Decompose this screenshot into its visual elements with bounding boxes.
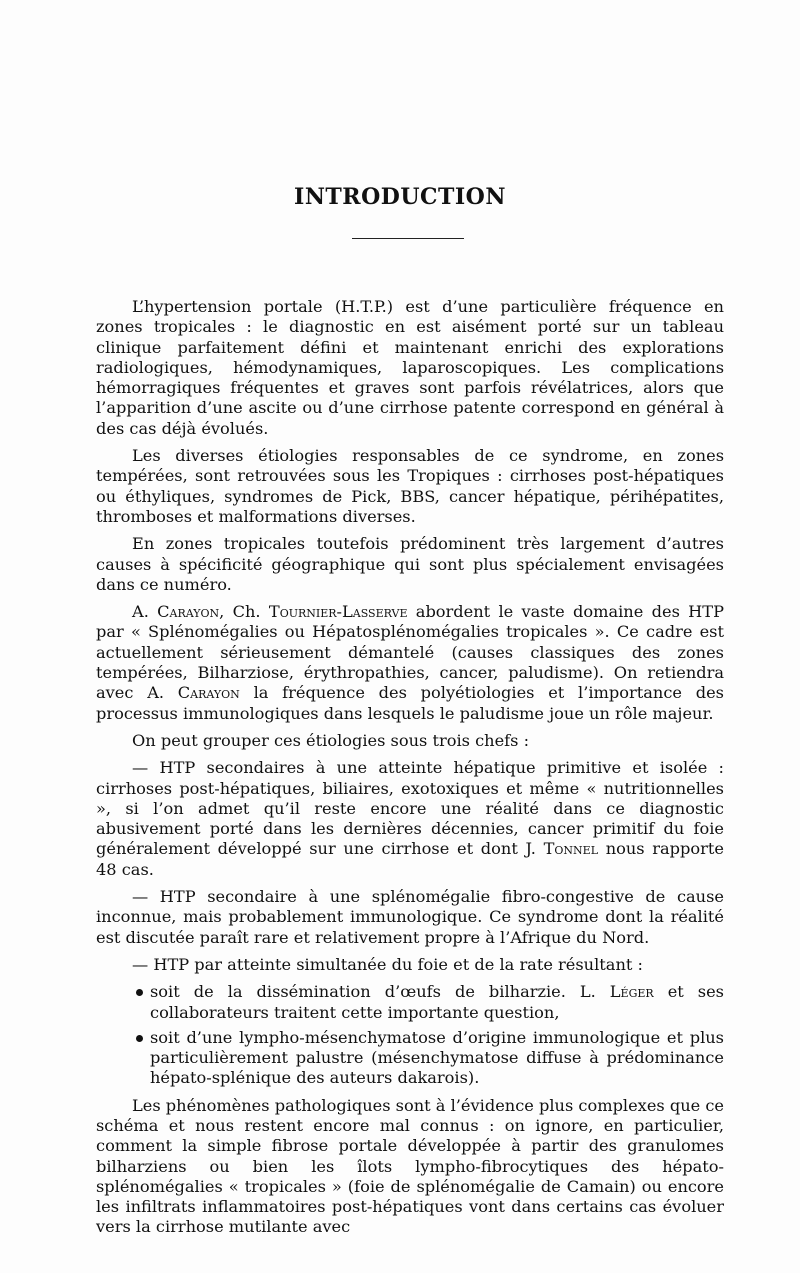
author-carayon: Carayon bbox=[157, 602, 220, 622]
page-title: INTRODUCTION bbox=[294, 184, 506, 210]
dash-item-2: — HTP secondaire à une splénomégalie fibro-congestive de cause inconnue, mais probablement immunologique. Ce syndrome dont la réalité est discutée paraît rare et relativement propre à l’Afrique du Nord. bbox=[96, 887, 724, 947]
bullet-item-1-text-b: et ses collaborateurs traitent cette importante question, bbox=[150, 982, 724, 1022]
bullet-list bbox=[96, 982, 724, 1088]
paragraph-6: Les phénomènes pathologiques sont à l’évidence plus complexes que ce schéma et nous restent encore mal connus : on ignore, en particulier, comment la simple fibrose portale développée à partir des granulomes bilharziens ou bien les îlots lympho-fibrocytiques des hépato-splénomégalies « tropicales » (foie de splénomégalie de Camain) ou encore les infiltrats inflammatoires post-hépatiques vont dans certains cas évoluer vers la cirrhose mutilante avec bbox=[96, 1095, 725, 1237]
paragraph-1: L’hypertension portale (H.T.P.) est d’une particulière fréquence en zones tropicales : le diagnostic en est aisément porté sur un tableau clinique parfaitement défini et maintenant enrichi des explorations radiologiques, hémodynamiques, laparoscopiques. Les complications hémorragiques fréquentes et graves sont parfois révélatrices, alors que l’apparition d’une ascite ou d’une cirrhose patente correspond en général à des cas déjà évolués. bbox=[96, 297, 724, 438]
title-rule bbox=[352, 238, 464, 239]
paragraph-4-text-b: , Ch. bbox=[219, 602, 269, 622]
author-tournier-lasserve: Tournier-Lasserve bbox=[268, 602, 408, 622]
body-text bbox=[96, 297, 724, 1245]
paragraph-3: En zones tropicales toutefois prédominent très largement d’autres causes à spécificité géographique qui sont plus spécialement envisagées dans ce numéro. bbox=[96, 534, 724, 594]
paragraph-5: On peut grouper ces étiologies sous trois chefs : bbox=[132, 730, 530, 750]
dash-item-3: — HTP par atteinte simultanée du foie et de la rate résultant : bbox=[132, 954, 643, 974]
author-carayon-2: Carayon bbox=[177, 683, 240, 703]
bullet-item-1 bbox=[96, 982, 724, 1023]
author-tonnel: Tonnel bbox=[543, 839, 598, 859]
dash-item-1-text-a: — HTP secondaires à une atteinte hépatique primitive et isolée : cirrhoses post-hépatiques, biliaires, exotoxiques et même « nutritionnelles », si l’on admet qu’il reste encore une réalité dans ce diagnostic abusivement porté dans les dernières décennies, cancer primitif du foie généralement développé sur une cirrhose et dont J. bbox=[96, 758, 724, 859]
dash-item-1-text-b: nous rapporte 48 cas. bbox=[96, 839, 724, 879]
bullet-item-2: soit d’une lympho-mésenchymatose d’origine immunologique et plus particulièrement palustre (mésenchymatose diffuse à prédominance hépato-splénique des auteurs dakarois). bbox=[96, 1028, 724, 1089]
bullet-item-1-text-a: soit de la dissémination d’œufs de bilharzie. L. bbox=[150, 982, 610, 1002]
paragraph-2: Les diverses étiologies responsables de ce syndrome, en zones tempérées, sont retrouvées sous les Tropiques : cirrhoses post-hépatiques ou éthyliques, syndromes de Pick, BBS, cancer hépatique, périhépatites, thromboses et malformations diverses. bbox=[96, 446, 724, 526]
paragraph-4-text-a: A. bbox=[132, 602, 158, 622]
author-leger: Léger bbox=[609, 982, 654, 1002]
paragraph-4 bbox=[96, 602, 724, 724]
paragraph-4-text-c: abordent le vaste domaine des HTP par « Splénomégalies ou Hépatosplénomégalies tropicales ». Ce cadre est actuellement sérieusement démantelé (causes classiques des zones tempérées, Bilharziose, érythropathies, cancer, paludisme). On retiendra avec A. bbox=[96, 602, 724, 703]
paragraph-4-text-d: la fréquence des polyétiologies et l’importance des processus immunologiques dans lesquels le paludisme joue un rôle majeur. bbox=[96, 683, 724, 723]
dash-item-1 bbox=[96, 758, 724, 880]
